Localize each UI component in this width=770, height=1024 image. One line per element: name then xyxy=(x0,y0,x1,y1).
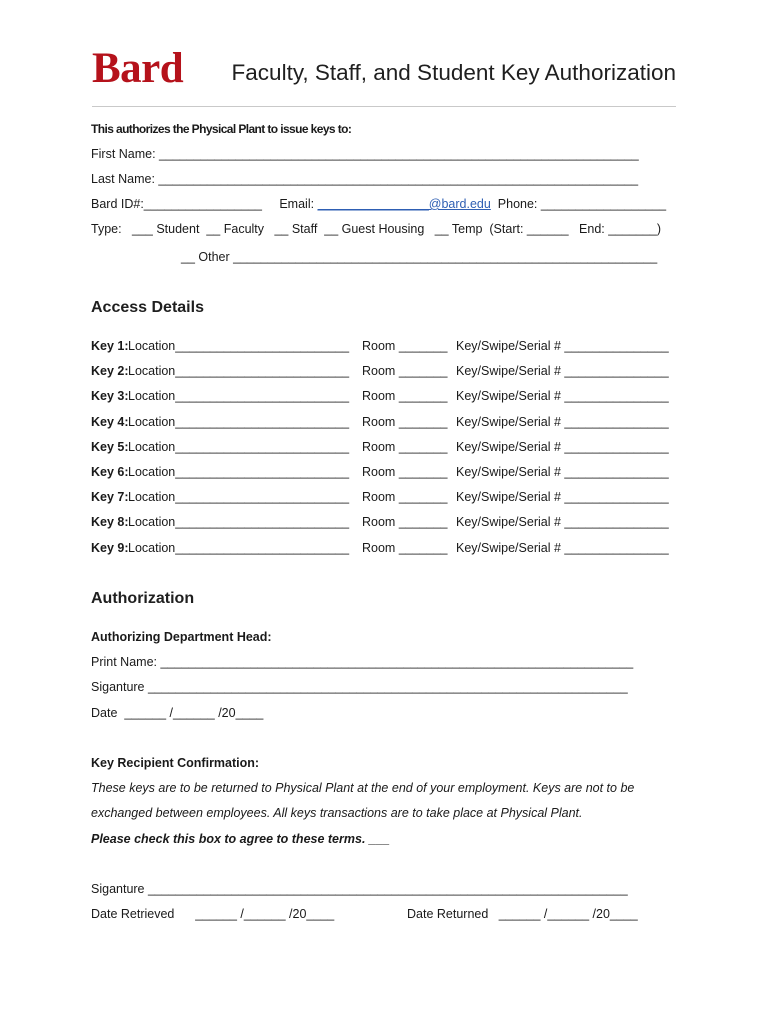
key-location-field[interactable]: Location_________________________ xyxy=(128,414,350,429)
first-name-field[interactable]: First Name: _____________________________________________________________________ xyxy=(91,147,639,161)
agree-terms-checkbox[interactable]: Please check this box to agree to these terms. ___ xyxy=(91,832,390,846)
key-label: Key 2: xyxy=(91,364,129,379)
type-options[interactable]: Type: ___ Student __ Faculty __ Staff __ Guest Housing __ Temp (Start: ______ End: _______) xyxy=(91,222,662,236)
signature-field[interactable]: Siganture _____________________________________________________________________ xyxy=(91,680,628,694)
key-room-field[interactable]: Room _______ xyxy=(362,540,448,555)
key-serial-field[interactable]: Key/Swipe/Serial # _______________ xyxy=(456,414,669,429)
key-room-field[interactable]: Room _______ xyxy=(362,515,448,530)
key-serial-field[interactable]: Key/Swipe/Serial # _______________ xyxy=(456,515,669,530)
key-location-field[interactable]: Location_________________________ xyxy=(128,364,350,379)
key-row-6 xyxy=(91,464,676,480)
recipient-signature-field[interactable]: Siganture _____________________________________________________________________ xyxy=(91,882,628,896)
key-location-field[interactable]: Location_________________________ xyxy=(128,389,350,404)
access-details-heading: Access Details xyxy=(91,299,204,316)
key-label: Key 5: xyxy=(91,439,129,454)
key-location-field[interactable]: Location_________________________ xyxy=(128,465,350,479)
key-room-field[interactable]: Room _______ xyxy=(362,389,448,404)
key-label: Key 6: xyxy=(91,465,129,479)
key-location-field[interactable]: Location_________________________ xyxy=(128,540,350,555)
key-serial-field[interactable]: Key/Swipe/Serial # _______________ xyxy=(456,540,669,555)
email-blank[interactable]: ________________@bard.edu xyxy=(317,197,491,211)
key-room-field[interactable]: Room _______ xyxy=(362,364,448,379)
key-row-5 xyxy=(91,439,676,455)
key-room-field[interactable]: Room _______ xyxy=(362,414,448,429)
key-row-1 xyxy=(91,338,676,354)
key-location-field[interactable]: Location_________________________ xyxy=(128,339,350,353)
recipient-confirmation-heading: Key Recipient Confirmation: xyxy=(91,756,260,770)
key-label: Key 7: xyxy=(91,490,129,505)
key-label: Key 4: xyxy=(91,414,129,429)
id-email-phone-line xyxy=(91,196,666,212)
key-room-field[interactable]: Room _______ xyxy=(362,339,448,353)
key-label: Key 1: xyxy=(91,339,129,353)
key-row-3 xyxy=(91,388,676,404)
key-row-8 xyxy=(91,514,676,530)
department-head-label: Authorizing Department Head: xyxy=(91,630,272,644)
key-room-field[interactable]: Room _______ xyxy=(362,490,448,505)
key-label: Key 9: xyxy=(91,540,129,555)
key-location-field[interactable]: Location_________________________ xyxy=(128,515,350,530)
phone-field[interactable]: Phone: __________________ xyxy=(490,197,667,211)
key-room-field[interactable]: Room _______ xyxy=(362,439,448,454)
key-row-2 xyxy=(91,363,676,379)
key-serial-field[interactable]: Key/Swipe/Serial # _______________ xyxy=(456,364,669,379)
bard-logo: Bard xyxy=(92,45,184,92)
document-title: Faculty, Staff, and Student Key Authorization xyxy=(231,60,676,85)
terms-line-1: These keys are to be returned to Physical Plant at the end of your employment. Keys are not to be xyxy=(91,781,635,795)
key-label: Key 3: xyxy=(91,389,129,404)
key-room-field[interactable]: Room _______ xyxy=(362,465,448,479)
other-type-field[interactable]: __ Other _____________________________________________________________ xyxy=(181,250,658,264)
key-location-field[interactable]: Location_________________________ xyxy=(128,439,350,454)
key-serial-field[interactable]: Key/Swipe/Serial # _______________ xyxy=(456,389,669,404)
authorization-intro: This authorizes the Physical Plant to issue keys to: xyxy=(91,122,352,136)
print-name-field[interactable]: Print Name: ____________________________________________________________________ xyxy=(91,655,634,669)
key-row-7 xyxy=(91,489,676,505)
authorization-date-field[interactable]: Date ______ /______ /20____ xyxy=(91,706,264,720)
key-row-9 xyxy=(91,540,676,556)
terms-line-2: exchanged between employees. All keys transactions are to take place at Physical Plant. xyxy=(91,806,583,820)
last-name-field[interactable]: Last Name: _____________________________________________________________________ xyxy=(91,172,639,186)
date-retrieved-field[interactable]: Date Retrieved ______ /______ /20____ xyxy=(91,907,335,921)
key-label: Key 8: xyxy=(91,515,129,530)
key-serial-field[interactable]: Key/Swipe/Serial # _______________ xyxy=(456,439,669,454)
header-divider xyxy=(92,106,676,107)
authorization-heading: Authorization xyxy=(91,590,195,607)
key-serial-field[interactable]: Key/Swipe/Serial # _______________ xyxy=(456,339,669,353)
date-returned-field[interactable]: Date Returned ______ /______ /20____ xyxy=(407,907,638,921)
key-serial-field[interactable]: Key/Swipe/Serial # _______________ xyxy=(456,465,669,479)
document-header xyxy=(92,44,676,106)
key-location-field[interactable]: Location_________________________ xyxy=(128,490,350,505)
key-serial-field[interactable]: Key/Swipe/Serial # _______________ xyxy=(456,490,669,505)
key-row-4 xyxy=(91,414,676,430)
bard-id-email-field[interactable]: Bard ID#:_________________ Email: xyxy=(91,197,318,211)
